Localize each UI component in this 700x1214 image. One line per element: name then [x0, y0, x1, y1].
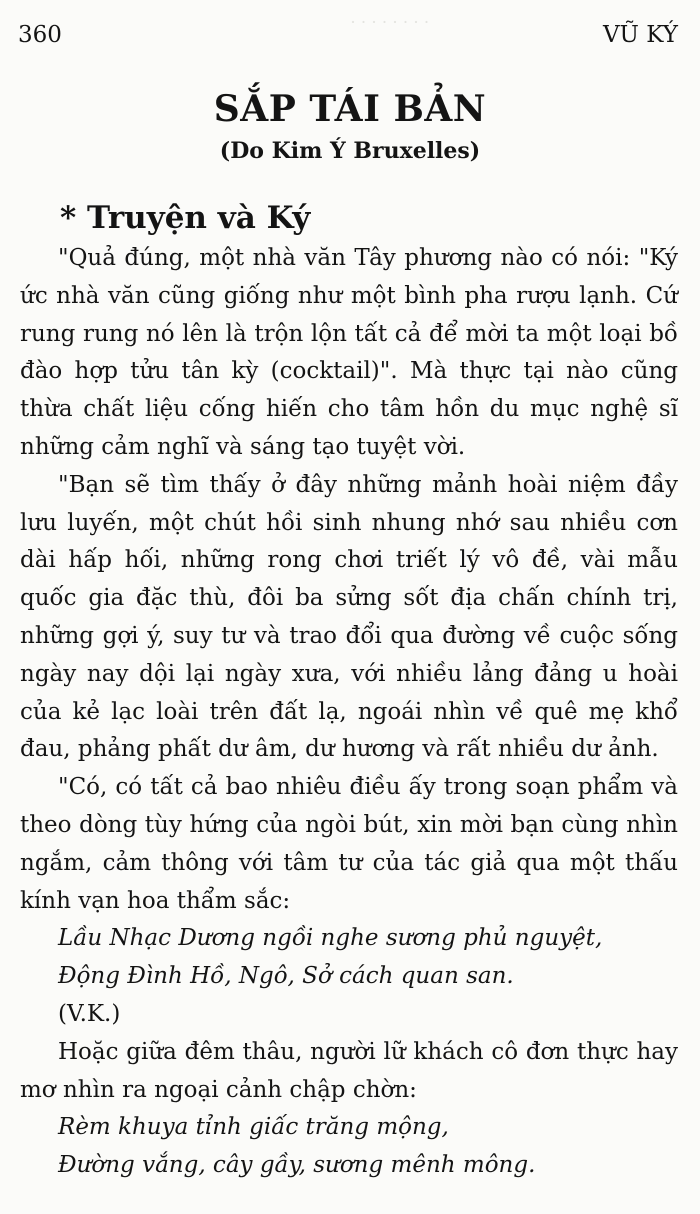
verse-block	[20, 1109, 678, 1185]
paragraph: Hoặc giữa đêm thâu, người lữ khách cô đơn thực hay mơ nhìn ra ngoại cảnh chập chờn:	[20, 1038, 678, 1103]
paragraph: "Quả đúng, một nhà văn Tây phương nào có nói: "Ký ức nhà văn cũng giống như một bình pha rượu lạnh. Cứ rung rung nó lên là trộn lộn tất cả để mời ta một loại bồ đào hợp tửu tân kỳ (cocktail)". Mà thực tại nào cũng thừa chất liệu cống hiến cho tâm hồn du mục nghệ sĩ những cảm nghĩ và sáng tạo tuyệt vời.	[20, 245, 678, 460]
verse-line: Động Đình Hồ, Ngô, Sở cách quan san.	[58, 963, 514, 990]
body-text	[20, 240, 678, 1185]
running-title: VŨ KÝ	[602, 22, 678, 48]
page-title: SẮP TÁI BẢN	[213, 88, 487, 130]
verse-block	[20, 920, 678, 996]
paragraph: "Có, có tất cả bao nhiêu điều ấy trong soạn phẩm và theo dòng tùy hứng của ngòi bút, xin mời bạn cùng nhìn ngắm, cảm thông với tâm tư của tác giả qua một thấu kính vạn hoa thẩm sắc:	[20, 774, 678, 914]
section-heading: * Truyện và Ký	[60, 200, 311, 236]
signature: (V.K.)	[58, 1000, 121, 1027]
page-subtitle: (Do Kim Ý Bruxelles)	[219, 138, 481, 164]
show-through-text: · · · · · · · ·	[350, 12, 430, 32]
verse-line: Đường vắng, cây gầy, sương mênh mông.	[58, 1152, 536, 1179]
page-header	[18, 18, 678, 52]
page-number: 360	[18, 22, 62, 48]
verse-line: Rèm khuya tỉnh giấc trăng mộng,	[58, 1114, 449, 1141]
paragraph: "Bạn sẽ tìm thấy ở đây những mảnh hoài niệm đầy lưu luyến, một chút hồi sinh nhung nhớ sau nhiều cơn dài hấp hối, những rong chơi triết lý vô đề, vài mẫu quốc gia đặc thù, đôi ba sửng sốt địa chấn chính trị, những gợi ý, suy tư và trao đổi qua đường về cuộc sống ngày nay dội lại ngày xưa, với nhiều lảng đảng u hoài của kẻ lạc loài trên đất lạ, ngoái nhìn về quê mẹ khổ đau, phảng phất dư âm, dư hương và rất nhiều dư ảnh.	[20, 471, 678, 763]
verse-line: Lầu Nhạc Dương ngồi nghe sương phủ nguyệt,	[58, 925, 603, 952]
